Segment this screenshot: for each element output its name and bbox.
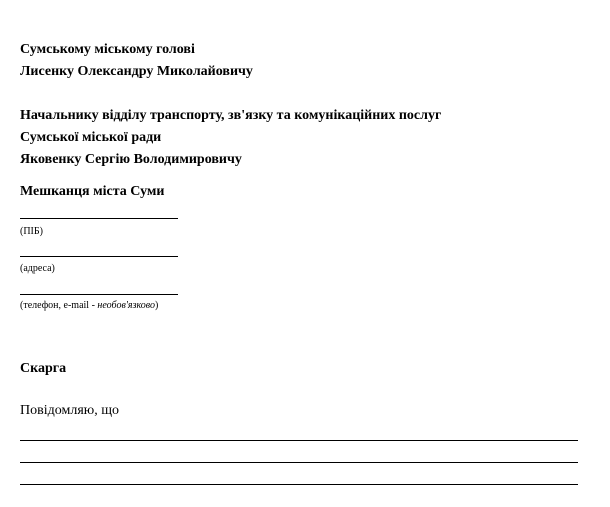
name-hint: (ПІБ) <box>20 226 43 237</box>
complaint-blank-line <box>20 440 578 441</box>
complaint-blank-line <box>20 484 578 485</box>
complaint-title: Скарга <box>20 361 67 376</box>
address-hint: (адреса) <box>20 263 55 274</box>
addressee-line-mayor-name: Лисенку Олександру Миколайовичу <box>20 64 253 79</box>
addressee-line-council: Сумської міської ради <box>20 130 162 145</box>
complaint-opening: Повідомляю, що <box>20 403 119 418</box>
sender-heading: Мешканця міста Суми <box>20 184 165 199</box>
address-blank-line <box>20 256 178 257</box>
addressee-line-head-name: Яковенку Сергію Володимировичу <box>20 152 242 167</box>
contact-hint-suffix: ) <box>154 300 159 311</box>
complaint-blank-line <box>20 462 578 463</box>
addressee-line-department-head: Начальнику відділу транспорту, зв'язку та комунікаційних послуг <box>20 108 442 123</box>
addressee-line-mayor-title: Сумському міському голові <box>20 42 195 57</box>
contact-hint <box>20 300 158 312</box>
contact-hint-optional: необов'язково <box>97 300 155 311</box>
contact-hint-prefix: (телефон, e-mail - <box>20 300 98 311</box>
contact-blank-line <box>20 294 178 295</box>
name-blank-line <box>20 218 178 219</box>
